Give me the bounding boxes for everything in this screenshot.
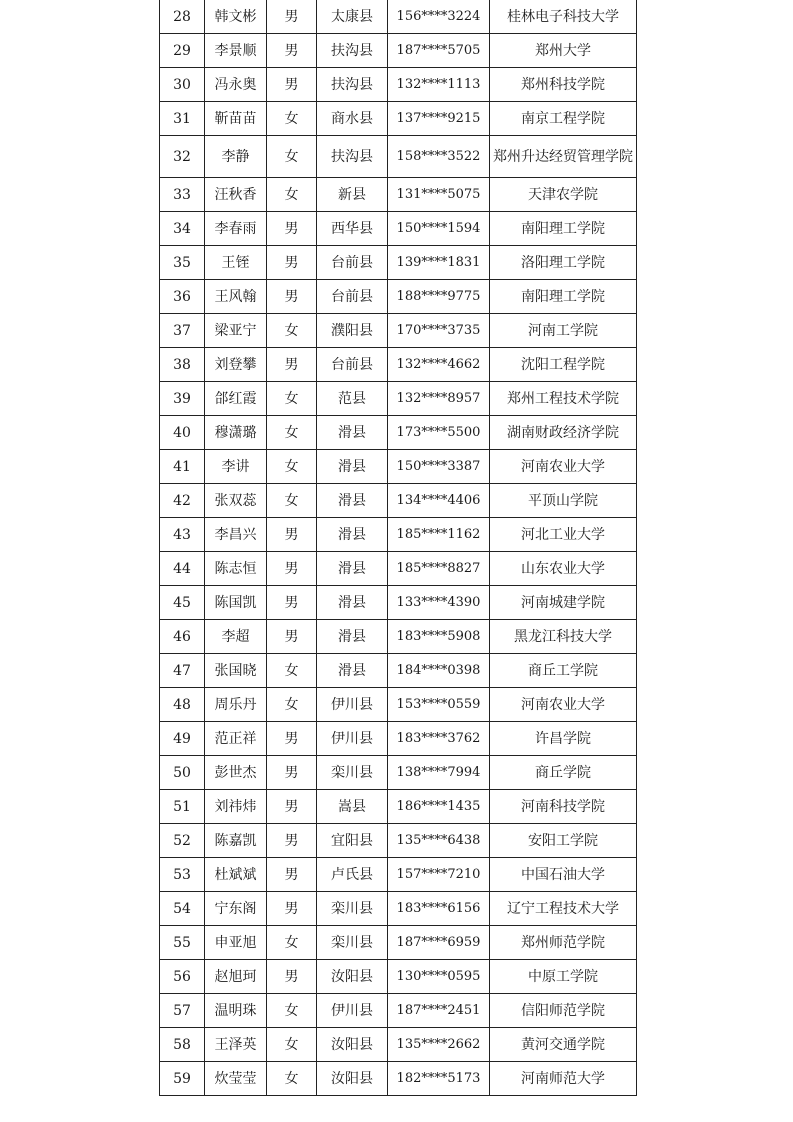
county-cell: 台前县 <box>317 246 388 280</box>
table-row <box>160 102 637 136</box>
student-name-cell: 陈志恒 <box>205 552 267 586</box>
county-cell: 滑县 <box>317 450 388 484</box>
student-name-cell: 宁东阁 <box>205 892 267 926</box>
gender-cell: 男 <box>267 348 317 382</box>
student-name-cell: 张双蕊 <box>205 484 267 518</box>
phone-cell: 182****5173 <box>388 1062 490 1096</box>
school-cell: 黄河交通学院 <box>490 1028 637 1062</box>
gender-cell: 男 <box>267 824 317 858</box>
phone-cell: 183****6156 <box>388 892 490 926</box>
student-name-cell: 刘祎炜 <box>205 790 267 824</box>
table-row <box>160 858 637 892</box>
gender-cell: 女 <box>267 1062 317 1096</box>
student-name-cell: 梁亚宁 <box>205 314 267 348</box>
row-number-cell: 42 <box>160 484 205 518</box>
county-cell: 滑县 <box>317 620 388 654</box>
gender-cell: 女 <box>267 314 317 348</box>
table-row <box>160 994 637 1028</box>
gender-cell: 女 <box>267 178 317 212</box>
student-name-cell: 李春雨 <box>205 212 267 246</box>
school-cell: 郑州师范学院 <box>490 926 637 960</box>
student-name-cell: 王泽英 <box>205 1028 267 1062</box>
phone-cell: 132****8957 <box>388 382 490 416</box>
school-cell: 黑龙江科技大学 <box>490 620 637 654</box>
school-cell: 信阳师范学院 <box>490 994 637 1028</box>
school-cell: 山东农业大学 <box>490 552 637 586</box>
student-name-cell: 申亚旭 <box>205 926 267 960</box>
school-cell: 河南工学院 <box>490 314 637 348</box>
student-name-cell: 李讲 <box>205 450 267 484</box>
county-cell: 伊川县 <box>317 688 388 722</box>
row-number-cell: 36 <box>160 280 205 314</box>
row-number-cell: 32 <box>160 136 205 178</box>
county-cell: 滑县 <box>317 518 388 552</box>
row-number-cell: 44 <box>160 552 205 586</box>
school-cell: 南阳理工学院 <box>490 280 637 314</box>
county-cell: 台前县 <box>317 280 388 314</box>
school-cell: 辽宁工程技术大学 <box>490 892 637 926</box>
phone-cell: 173****5500 <box>388 416 490 450</box>
school-cell: 南京工程学院 <box>490 102 637 136</box>
table-row <box>160 136 637 178</box>
student-name-cell: 穆潇璐 <box>205 416 267 450</box>
gender-cell: 女 <box>267 416 317 450</box>
table-row <box>160 280 637 314</box>
gender-cell: 男 <box>267 858 317 892</box>
table-row <box>160 1062 637 1096</box>
row-number-cell: 49 <box>160 722 205 756</box>
phone-cell: 183****5908 <box>388 620 490 654</box>
gender-cell: 女 <box>267 926 317 960</box>
phone-cell: 183****3762 <box>388 722 490 756</box>
county-cell: 栾川县 <box>317 926 388 960</box>
school-cell: 安阳工学院 <box>490 824 637 858</box>
student-name-cell: 范正祥 <box>205 722 267 756</box>
table-row <box>160 756 637 790</box>
phone-cell: 187****2451 <box>388 994 490 1028</box>
row-number-cell: 47 <box>160 654 205 688</box>
student-name-cell: 李景顺 <box>205 34 267 68</box>
county-cell: 滑县 <box>317 586 388 620</box>
table-row <box>160 68 637 102</box>
gender-cell: 男 <box>267 790 317 824</box>
row-number-cell: 57 <box>160 994 205 1028</box>
gender-cell: 女 <box>267 450 317 484</box>
student-name-cell: 李昌兴 <box>205 518 267 552</box>
county-cell: 扶沟县 <box>317 34 388 68</box>
gender-cell: 女 <box>267 136 317 178</box>
phone-cell: 184****0398 <box>388 654 490 688</box>
gender-cell: 女 <box>267 484 317 518</box>
school-cell: 桂林电子科技大学 <box>490 0 637 34</box>
county-cell: 范县 <box>317 382 388 416</box>
student-name-cell: 杜斌斌 <box>205 858 267 892</box>
student-name-cell: 刘登攀 <box>205 348 267 382</box>
table-row <box>160 34 637 68</box>
phone-cell: 158****3522 <box>388 136 490 178</box>
school-cell: 郑州升达经贸管理学院 <box>490 136 637 178</box>
county-cell: 滑县 <box>317 416 388 450</box>
student-name-cell: 赵旭珂 <box>205 960 267 994</box>
row-number-cell: 29 <box>160 34 205 68</box>
school-cell: 郑州工程技术学院 <box>490 382 637 416</box>
county-cell: 栾川县 <box>317 756 388 790</box>
county-cell: 滑县 <box>317 484 388 518</box>
county-cell: 汝阳县 <box>317 1062 388 1096</box>
row-number-cell: 33 <box>160 178 205 212</box>
school-cell: 洛阳理工学院 <box>490 246 637 280</box>
phone-cell: 170****3735 <box>388 314 490 348</box>
row-number-cell: 51 <box>160 790 205 824</box>
county-cell: 卢氏县 <box>317 858 388 892</box>
student-name-cell: 炊莹莹 <box>205 1062 267 1096</box>
gender-cell: 男 <box>267 518 317 552</box>
phone-cell: 150****1594 <box>388 212 490 246</box>
row-number-cell: 54 <box>160 892 205 926</box>
row-number-cell: 46 <box>160 620 205 654</box>
phone-cell: 139****1831 <box>388 246 490 280</box>
school-cell: 中国石油大学 <box>490 858 637 892</box>
school-cell: 郑州科技学院 <box>490 68 637 102</box>
phone-cell: 157****7210 <box>388 858 490 892</box>
phone-cell: 135****2662 <box>388 1028 490 1062</box>
phone-cell: 138****7994 <box>388 756 490 790</box>
row-number-cell: 52 <box>160 824 205 858</box>
table-row <box>160 518 637 552</box>
phone-cell: 156****3224 <box>388 0 490 34</box>
roster-body <box>160 0 637 1096</box>
row-number-cell: 41 <box>160 450 205 484</box>
row-number-cell: 55 <box>160 926 205 960</box>
gender-cell: 男 <box>267 552 317 586</box>
gender-cell: 男 <box>267 586 317 620</box>
student-name-cell: 王铚 <box>205 246 267 280</box>
school-cell: 河南科技学院 <box>490 790 637 824</box>
county-cell: 滑县 <box>317 552 388 586</box>
school-cell: 中原工学院 <box>490 960 637 994</box>
row-number-cell: 59 <box>160 1062 205 1096</box>
table-row <box>160 246 637 280</box>
school-cell: 河南农业大学 <box>490 450 637 484</box>
student-name-cell: 李静 <box>205 136 267 178</box>
table-row <box>160 0 637 34</box>
school-cell: 商丘学院 <box>490 756 637 790</box>
row-number-cell: 31 <box>160 102 205 136</box>
school-cell: 许昌学院 <box>490 722 637 756</box>
phone-cell: 153****0559 <box>388 688 490 722</box>
table-row <box>160 450 637 484</box>
row-number-cell: 53 <box>160 858 205 892</box>
row-number-cell: 45 <box>160 586 205 620</box>
student-name-cell: 王风翰 <box>205 280 267 314</box>
phone-cell: 188****9775 <box>388 280 490 314</box>
row-number-cell: 40 <box>160 416 205 450</box>
school-cell: 河北工业大学 <box>490 518 637 552</box>
table-row <box>160 314 637 348</box>
row-number-cell: 37 <box>160 314 205 348</box>
gender-cell: 女 <box>267 102 317 136</box>
table-row <box>160 212 637 246</box>
gender-cell: 女 <box>267 688 317 722</box>
county-cell: 濮阳县 <box>317 314 388 348</box>
table-row <box>160 1028 637 1062</box>
table-row <box>160 552 637 586</box>
table-row <box>160 484 637 518</box>
student-name-cell: 郃红霞 <box>205 382 267 416</box>
gender-cell: 女 <box>267 382 317 416</box>
phone-cell: 133****4390 <box>388 586 490 620</box>
student-name-cell: 陈国凯 <box>205 586 267 620</box>
gender-cell: 男 <box>267 756 317 790</box>
phone-cell: 134****4406 <box>388 484 490 518</box>
county-cell: 嵩县 <box>317 790 388 824</box>
row-number-cell: 34 <box>160 212 205 246</box>
county-cell: 宜阳县 <box>317 824 388 858</box>
phone-cell: 185****8827 <box>388 552 490 586</box>
table-row <box>160 382 637 416</box>
school-cell: 河南城建学院 <box>490 586 637 620</box>
student-name-cell: 李超 <box>205 620 267 654</box>
gender-cell: 男 <box>267 892 317 926</box>
gender-cell: 男 <box>267 212 317 246</box>
county-cell: 扶沟县 <box>317 136 388 178</box>
school-cell: 沈阳工程学院 <box>490 348 637 382</box>
student-name-cell: 温明珠 <box>205 994 267 1028</box>
table-row <box>160 722 637 756</box>
school-cell: 郑州大学 <box>490 34 637 68</box>
gender-cell: 男 <box>267 280 317 314</box>
table-row <box>160 178 637 212</box>
phone-cell: 135****6438 <box>388 824 490 858</box>
county-cell: 滑县 <box>317 654 388 688</box>
table-row <box>160 824 637 858</box>
phone-cell: 131****5075 <box>388 178 490 212</box>
county-cell: 扶沟县 <box>317 68 388 102</box>
student-name-cell: 陈嘉凯 <box>205 824 267 858</box>
county-cell: 汝阳县 <box>317 1028 388 1062</box>
table-row <box>160 586 637 620</box>
student-name-cell: 彭世杰 <box>205 756 267 790</box>
row-number-cell: 38 <box>160 348 205 382</box>
county-cell: 西华县 <box>317 212 388 246</box>
row-number-cell: 56 <box>160 960 205 994</box>
county-cell: 伊川县 <box>317 722 388 756</box>
gender-cell: 男 <box>267 68 317 102</box>
school-cell: 南阳理工学院 <box>490 212 637 246</box>
student-name-cell: 靳苗苗 <box>205 102 267 136</box>
table-row <box>160 416 637 450</box>
phone-cell: 187****5705 <box>388 34 490 68</box>
school-cell: 天津农学院 <box>490 178 637 212</box>
county-cell: 汝阳县 <box>317 960 388 994</box>
table-row <box>160 892 637 926</box>
county-cell: 伊川县 <box>317 994 388 1028</box>
row-number-cell: 58 <box>160 1028 205 1062</box>
county-cell: 新县 <box>317 178 388 212</box>
phone-cell: 185****1162 <box>388 518 490 552</box>
gender-cell: 女 <box>267 994 317 1028</box>
gender-cell: 女 <box>267 1028 317 1062</box>
phone-cell: 137****9215 <box>388 102 490 136</box>
county-cell: 太康县 <box>317 0 388 34</box>
gender-cell: 男 <box>267 246 317 280</box>
row-number-cell: 48 <box>160 688 205 722</box>
table-row <box>160 688 637 722</box>
county-cell: 栾川县 <box>317 892 388 926</box>
student-name-cell: 冯永奥 <box>205 68 267 102</box>
gender-cell: 男 <box>267 960 317 994</box>
school-cell: 湖南财政经济学院 <box>490 416 637 450</box>
school-cell: 平顶山学院 <box>490 484 637 518</box>
student-name-cell: 张国晓 <box>205 654 267 688</box>
phone-cell: 150****3387 <box>388 450 490 484</box>
row-number-cell: 50 <box>160 756 205 790</box>
school-cell: 河南师范大学 <box>490 1062 637 1096</box>
row-number-cell: 35 <box>160 246 205 280</box>
school-cell: 商丘工学院 <box>490 654 637 688</box>
gender-cell: 男 <box>267 620 317 654</box>
student-roster-table <box>159 0 637 1096</box>
county-cell: 商水县 <box>317 102 388 136</box>
student-name-cell: 韩文彬 <box>205 0 267 34</box>
student-name-cell: 汪秋香 <box>205 178 267 212</box>
county-cell: 台前县 <box>317 348 388 382</box>
table-row <box>160 960 637 994</box>
phone-cell: 187****6959 <box>388 926 490 960</box>
gender-cell: 男 <box>267 722 317 756</box>
table-row <box>160 620 637 654</box>
table-row <box>160 348 637 382</box>
gender-cell: 女 <box>267 654 317 688</box>
row-number-cell: 43 <box>160 518 205 552</box>
student-name-cell: 周乐丹 <box>205 688 267 722</box>
table-row <box>160 790 637 824</box>
gender-cell: 男 <box>267 0 317 34</box>
school-cell: 河南农业大学 <box>490 688 637 722</box>
phone-cell: 132****4662 <box>388 348 490 382</box>
phone-cell: 132****1113 <box>388 68 490 102</box>
row-number-cell: 39 <box>160 382 205 416</box>
row-number-cell: 28 <box>160 0 205 34</box>
row-number-cell: 30 <box>160 68 205 102</box>
phone-cell: 130****0595 <box>388 960 490 994</box>
table-row <box>160 926 637 960</box>
phone-cell: 186****1435 <box>388 790 490 824</box>
gender-cell: 男 <box>267 34 317 68</box>
table-row <box>160 654 637 688</box>
